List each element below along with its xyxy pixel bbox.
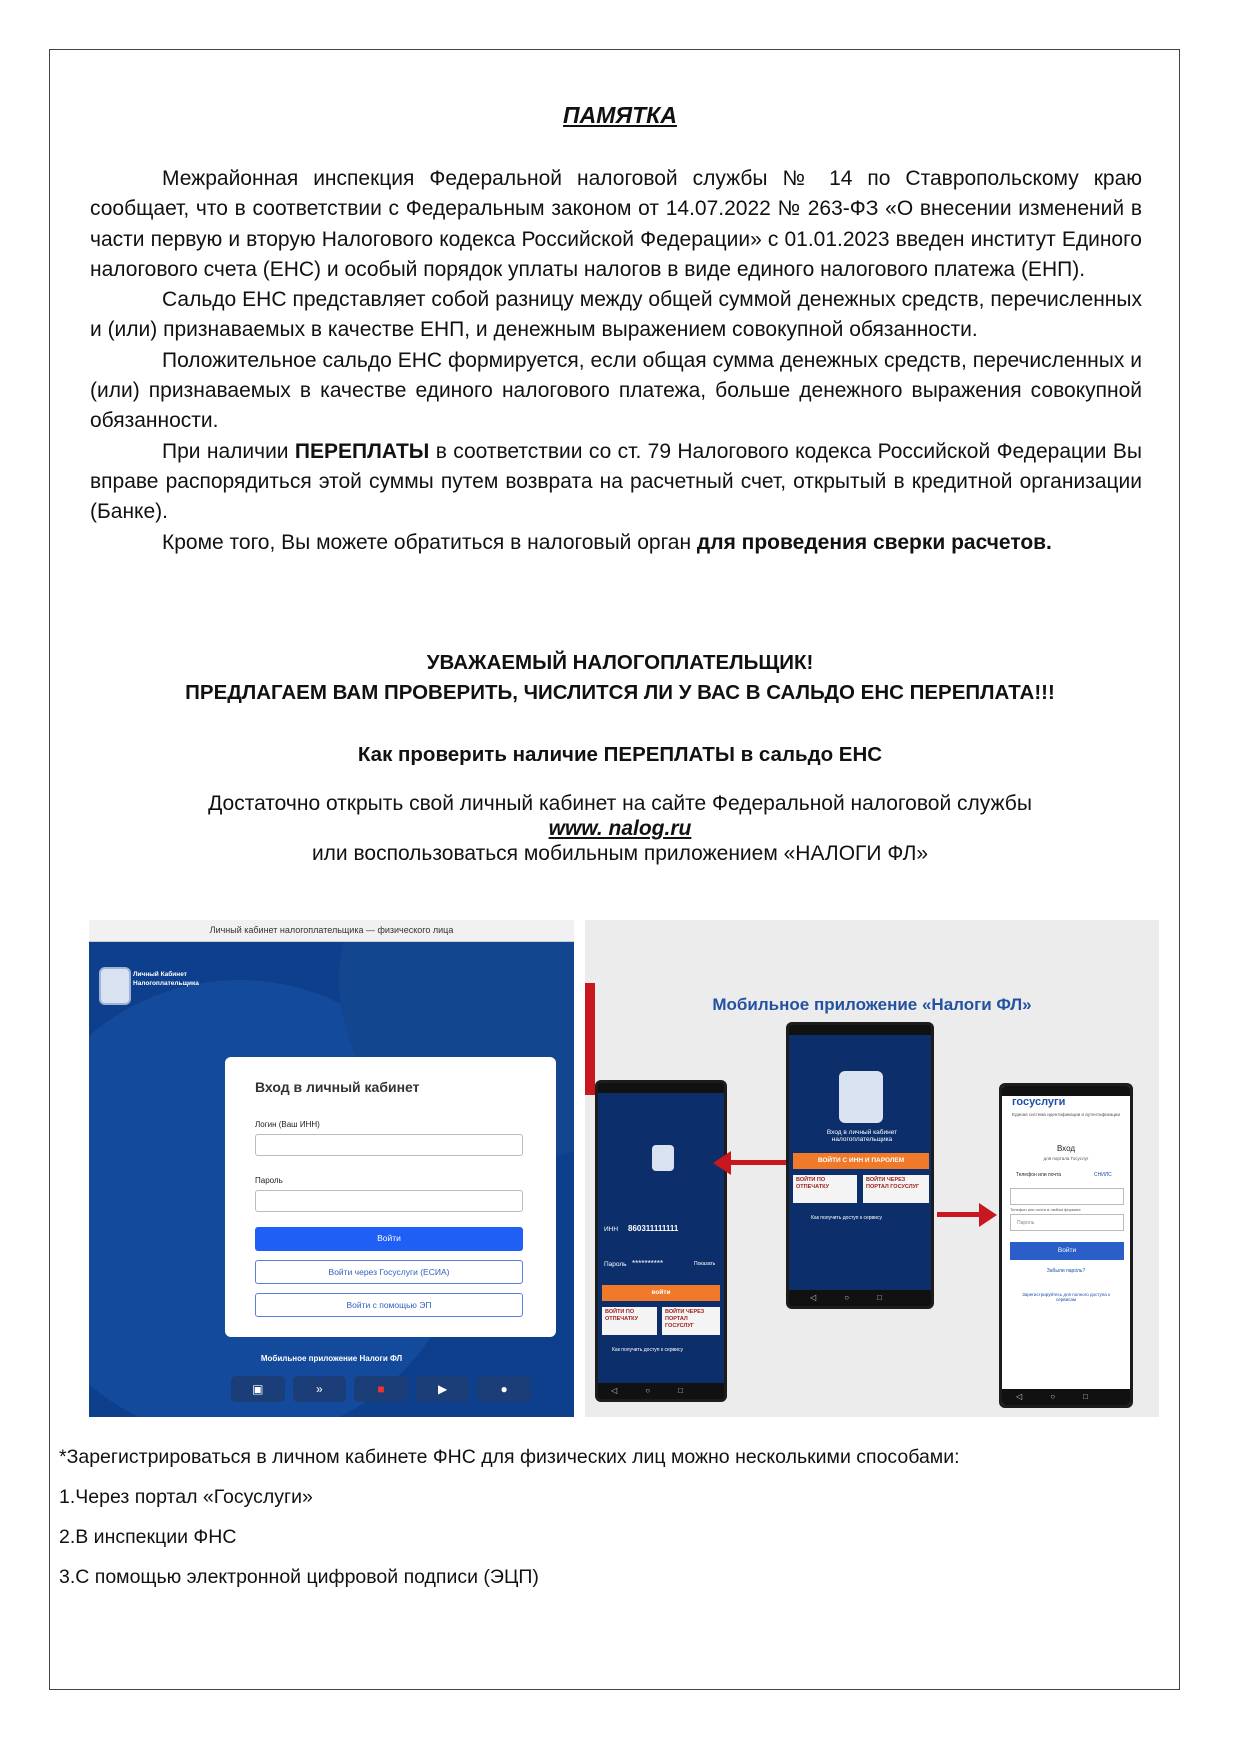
page-title: ПАМЯТКА — [563, 102, 677, 128]
howto-heading: Как проверить наличие ПЕРЕПЛАТЫ в сальдо ЕНС — [357, 743, 883, 766]
esia-subtitle: Единая система идентификации и аутентификации — [1012, 1112, 1120, 1117]
appeal-block — [0, 648, 1240, 708]
tab-phone-email[interactable]: Телефон или почта — [1016, 1172, 1062, 1178]
cabinet-brand: Личный Кабинет Налогоплательщика — [133, 971, 199, 987]
tab-snils[interactable]: СНИЛС — [1094, 1172, 1112, 1178]
appgallery-icon[interactable]: » — [293, 1376, 347, 1402]
notes-item: 2.В инспекции ФНС — [59, 1526, 237, 1548]
overpayment-keyword: ПЕРЕПЛАТЫ — [294, 439, 430, 463]
overpayment-text-start: При наличии — [162, 439, 295, 463]
login-input[interactable] — [1010, 1188, 1124, 1205]
login-button[interactable]: Войти — [255, 1227, 523, 1251]
overpayment-text-end: в соответствии со ст. 79 Налогового кодекса Российской Федерации Вы вправе распорядиться этой суммы путем возврата на расчетный счет, открытый в кредитной организации (Банке). — [90, 439, 1142, 524]
registration-notes — [59, 1444, 960, 1604]
gosuslugi-button[interactable]: ВОЙТИ ЧЕРЕЗ ПОРТАЛ ГОСУСЛУГ — [662, 1307, 720, 1335]
help-link[interactable]: Как получить доступ к сервису — [612, 1347, 683, 1353]
paragraph-saldo-definition: Сальдо ЕНС представляет собой разницу между общей суммой денежных средств, перечисленных и (или) признаваемых в качестве ЕНП, и денежным выражением совокупной обязанности. — [90, 288, 1142, 342]
notes-item: 3.С помощью электронной цифровой подписи (ЭЦП) — [59, 1566, 539, 1588]
login-card — [225, 1057, 556, 1337]
gosuslugi-login-button[interactable]: Войти — [1010, 1242, 1124, 1260]
google-play-icon[interactable]: ▶ — [416, 1376, 470, 1402]
fingerprint-button[interactable]: ВОЙТИ ПО ОТПЕЧАТКУ — [793, 1175, 857, 1203]
nalog-link[interactable]: www. nalog.ru — [548, 817, 692, 840]
enter-heading: Вход — [1056, 1144, 1076, 1153]
fingerprint-button[interactable]: ВОЙТИ ПО ОТПЕЧАТКУ — [602, 1307, 657, 1335]
arrow-shaft — [729, 1160, 789, 1165]
gosuslugi-button[interactable]: ВОЙТИ ЧЕРЕЗ ПОРТАЛ ГОСУСЛУГ — [863, 1175, 929, 1203]
login-hint: Телефон или почта в любом формате — [1010, 1207, 1081, 1212]
reconciliation-text: Кроме того, Вы можете обратиться в налоговый орган — [162, 530, 697, 554]
login-label: Логин (Ваш ИНН) — [255, 1120, 320, 1129]
password-value[interactable]: ********** — [632, 1259, 664, 1268]
show-password[interactable]: Показать — [694, 1261, 716, 1267]
login-button[interactable]: войти — [602, 1285, 720, 1301]
fns-emblem-icon — [652, 1145, 674, 1171]
rustore-icon[interactable]: ▣ — [231, 1376, 285, 1402]
appeal-line-2: ПРЕДЛАГАЕМ ВАМ ПРОВЕРИТЬ, ЧИСЛИТСЯ ЛИ У ВАС В САЛЬДО ЕНС ПЕРЕПЛАТА!!! — [185, 681, 1055, 704]
arrow-right-icon — [979, 1203, 997, 1227]
password-label: Пароль — [604, 1261, 627, 1268]
browser-title-bar: Личный кабинет налогоплательщика — физического лица — [89, 920, 574, 942]
app-store-links — [231, 1376, 531, 1404]
phone-main-screen — [786, 1022, 934, 1309]
password-placeholder: Пароль — [1017, 1220, 1035, 1226]
apple-icon[interactable]: ● — [477, 1376, 531, 1402]
paragraph-reconciliation — [90, 528, 1142, 558]
main-heading: Вход в личный кабинет налогоплательщика — [826, 1129, 898, 1143]
forgot-password-link[interactable]: Забыли пароль? — [1046, 1268, 1086, 1274]
gosuslugi-login-button[interactable]: Войти через Госуслуги (ЕСИА) — [255, 1260, 523, 1284]
phone-gosuslugi — [999, 1083, 1133, 1408]
enter-subheading: для портала Госуслуг — [1043, 1156, 1089, 1161]
howto-block — [0, 790, 1240, 868]
howto-line-1: Достаточно открыть свой личный кабинет на сайте Федеральной налоговой службы — [208, 792, 1032, 815]
android-nav-bar: ◁○□ — [789, 1290, 931, 1306]
password-input[interactable] — [255, 1190, 523, 1212]
notes-intro: *Зарегистрироваться в личном кабинете ФНС для физических лиц можно несколькими способами: — [59, 1446, 960, 1468]
main-text — [90, 164, 1142, 558]
login-card-title: Вход в личный кабинет — [255, 1079, 420, 1095]
login-input[interactable] — [255, 1134, 523, 1156]
arrow-shaft — [937, 1212, 981, 1217]
inn-label: ИНН — [604, 1226, 619, 1233]
notes-item: 1.Через портал «Госуслуги» — [59, 1486, 313, 1508]
password-input[interactable] — [1010, 1214, 1124, 1231]
inn-value[interactable]: 860311111111 — [628, 1224, 679, 1233]
password-label: Пароль — [255, 1176, 283, 1185]
mobile-app-title: Мобильное приложение «Налоги ФЛ» — [712, 995, 1032, 1014]
web-cabinet-screenshot — [89, 920, 574, 1417]
register-link[interactable]: Зарегистрируйтесь для полного доступа к сервисам — [1022, 1292, 1110, 1302]
huawei-icon[interactable]: ■ — [354, 1376, 408, 1402]
gosuslugi-logo: госуслуги — [1012, 1096, 1066, 1108]
android-nav-bar: ◁○□ — [1002, 1389, 1130, 1405]
appeal-line-1: УВАЖАЕМЫЙ НАЛОГОПЛАТЕЛЬЩИК! — [426, 651, 814, 674]
fns-emblem-icon — [99, 967, 131, 1005]
fns-emblem-icon — [839, 1071, 883, 1123]
reconciliation-bold: для проведения сверки расчетов. — [696, 530, 1052, 554]
mobile-app-caption: Мобильное приложение Налоги ФЛ — [260, 1354, 403, 1363]
paragraph-positive-saldo: Положительное сальдо ЕНС формируется, если общая сумма денежных средств, перечисленных и (или) признаваемых в качестве единого налогового платежа, больше денежного выражения совокупной обязанности. — [90, 348, 1142, 433]
help-link[interactable]: Как получить доступ к сервису — [811, 1215, 882, 1221]
howto-line-3: или воспользоваться мобильным приложением «НАЛОГИ ФЛ» — [311, 842, 929, 865]
paragraph-overpayment — [90, 437, 1142, 528]
paragraph-ens-intro: Межрайонная инспекция Федеральной налоговой службы № 14 по Ставропольскому краю сообщает, что в соответствии с Федеральным законом от 14.07.2022 № 263-ФЗ «О внесении изменений в части первую и вторую Налогового кодекса Российской Федерации» с 01.01.2023 введен институт Единого налогового счета (ЕНС) и особый порядок уплаты налогов в виде единого налогового платежа (ЕНП). — [90, 167, 1142, 281]
phone-login-inn — [595, 1080, 727, 1402]
inn-login-button[interactable]: ВОЙТИ С ИНН И ПАРОЛЕМ — [793, 1153, 929, 1169]
mobile-app-screenshot — [585, 920, 1159, 1417]
ep-login-button[interactable]: Войти с помощью ЭП — [255, 1293, 523, 1317]
android-nav-bar: ◁○□ — [598, 1383, 724, 1399]
